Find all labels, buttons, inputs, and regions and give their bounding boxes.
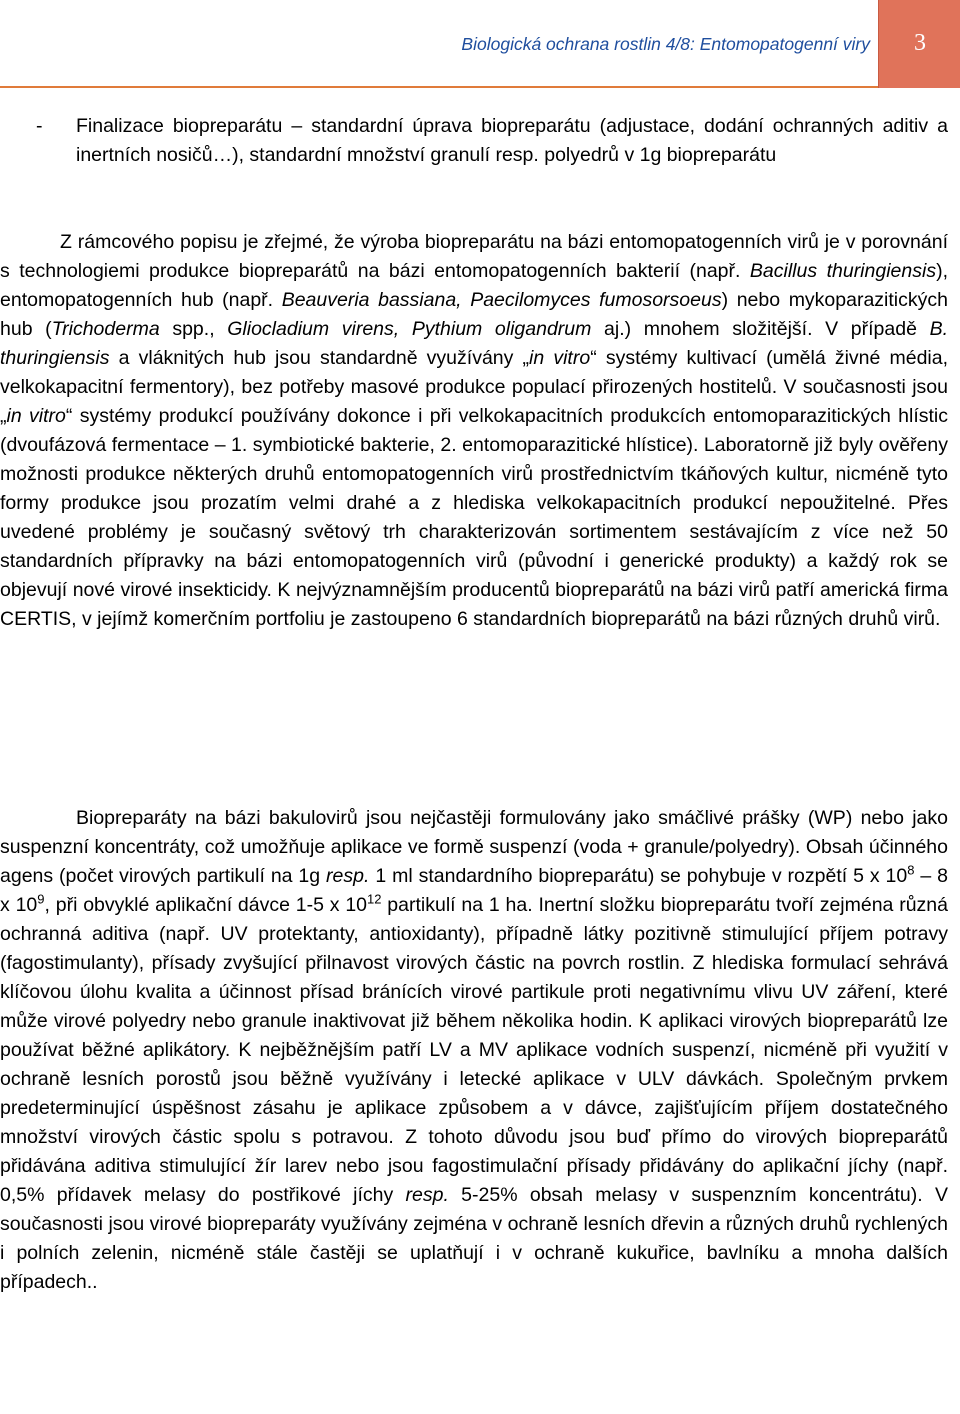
paragraph-2	[0, 804, 948, 1297]
page-number: 3	[914, 30, 926, 56]
text-run: “ systémy kultivací (umělá živné média, velkokapacitní fermentory), bez potřeby masové produkce populací přirozených hostitelů. V současnosti jsou „	[0, 347, 949, 427]
text-run: aj.) mnohem složitější. V případě	[591, 318, 930, 340]
text-run: , při obvyklé aplikační dávce 1-5 x 10	[44, 894, 368, 916]
paragraph-1-text	[0, 228, 948, 634]
italic-run: Bacillus thuringiensis	[749, 260, 937, 282]
page-header	[0, 0, 960, 88]
text-run: partikulí na 1 ha. Inertní složku biopreparátu tvoří zejména různá ochranná aditiva (např. UV protektanty, antioxidanty), případně látky pozitivně stimulující příjem potravy (fagostimulanty), přísady zvyšující přilnavost virových částic na povrch rostlin. Z hlediska formulací sehrává klíčovou úlohu kvalita a účinnost přísad bránících virové partikule proti negativnímu vlivu UV záření, které může virové polyedry nebo granule inaktivovat již během několika hodin. K aplikaci virových biopreparátů lze používat běžné aplikátory. K nejběžnějším patří LV a MV aplikace vodních suspenzí, nicméně při využití v ochraně lesních porostů jsou běžně využívány i letecké aplikace v ULV dávkách. Společným prvkem predeterminující úspěšnost zásahu je aplikace způsobem a v dávce, zajišťujícím příjem dostatečného množství virových částic spolu s potravou. Z tohoto důvodu jsou buď přímo do virových biopreparátů přidávána aditiva stimulující žír larev nebo jsou fagostimulační přísady přidávány do aplikační jíchy (např. 0,5% přídavek melasy do postřikové jíchy	[0, 894, 948, 1206]
text-run: a vláknitých hub jsou standardně využívány „	[109, 347, 530, 369]
italic-run: Beauveria bassiana, Paecilomyces fumosorsoeus	[281, 289, 722, 311]
italic-run: in vitro	[529, 347, 591, 369]
running-title: Biologická ochrana rostlin 4/8: Entomopatogenní viry	[461, 34, 870, 54]
text-run: “ systémy produkcí používány dokonce i při velkokapacitních produkcích entomoparazitických hlístic (dvoufázová fermentace – 1. symbiotické bakterie, 2. entomoparazitické hlístice). Laboratorně již byly ověřeny možnosti produkce některých druhů entomopatogenních virů prostřednictvím tkáňových kultur, nicméně tyto formy produkce jsou prozatím velmi drahé a z hlediska velkokapacitních produkcí nepoužitelné. Přes uvedené problémy je současný světový trh charakterizován sortimentem sestávajícím z více než 50 standardních přípravky na bázi entomopatogenních virů (původní i generické produkty) a každý rok se objevují nové virové insekticidy. K nejvýznamnějším producentů biopreparátů na bázi virů patří americká firma CERTIS, v jejímž komerčním portfoliu je zastoupeno 6 standardních biopreparátů na bázi různých druhů virů.	[0, 405, 948, 630]
bullet-marker: -	[36, 115, 43, 137]
text-run: – 8 x 10	[0, 865, 948, 916]
superscript: 8	[907, 862, 915, 878]
italic-run: in vitro	[6, 405, 66, 427]
text-run: 1 ml standardního biopreparátu) se pohybuje v rozpětí 5 x 10	[369, 865, 908, 887]
italic-run: resp.	[405, 1184, 449, 1206]
superscript: 9	[37, 891, 45, 907]
text-run: spp.,	[159, 318, 228, 340]
italic-run: Trichoderma	[51, 318, 160, 340]
text-run: Z rámcového popisu je zřejmé, že výroba biopreparátu na bázi entomopatogenních virů je v porovnání s technologiemi produkce biopreparátů na bázi entomopatogenních bakterií (např.	[0, 231, 948, 282]
paragraph-1	[0, 228, 948, 634]
text-run: ), entomopatogenních hub (např.	[0, 260, 948, 311]
page-number-box	[878, 0, 960, 88]
paragraph-2-text	[0, 804, 948, 1297]
italic-run: Gliocladium virens, Pythium oligandrum	[227, 318, 592, 340]
text-run: Biopreparáty na bázi bakulovirů jsou nejčastěji formulovány jako smáčlivé prášky (WP) nebo jako suspenzní koncentráty, což umožňuje aplikace ve formě suspenzí (voda + granule/polyedry). Obsah účinného agens (počet virových partikulí na 1g	[0, 807, 948, 887]
text-run: 5-25% obsah melasy v suspenzním koncentrátu). V současnosti jsou virové biopreparáty využívány zejména v ochraně lesních dřevin a různých druhů rychlených i polních zelenin, nicméně stále častěji se uplatňují i v ochraně kukuřice, bavlníku a mnoha dalších případech..	[0, 1184, 948, 1293]
superscript: 12	[367, 891, 382, 907]
italic-run: B. thuringiensis	[0, 318, 948, 369]
italic-run: resp.	[326, 865, 370, 887]
header-rule	[0, 86, 878, 88]
bullet-item	[76, 112, 948, 170]
bullet-text: Finalizace biopreparátu – standardní úprava biopreparátu (adjustace, dodání ochranných aditiv a inertních nosičů…), standardní množství granulí resp. polyedrů v 1g biopreparátu	[76, 115, 948, 166]
text-run: ) nebo mykoparazitických hub (	[0, 289, 948, 340]
